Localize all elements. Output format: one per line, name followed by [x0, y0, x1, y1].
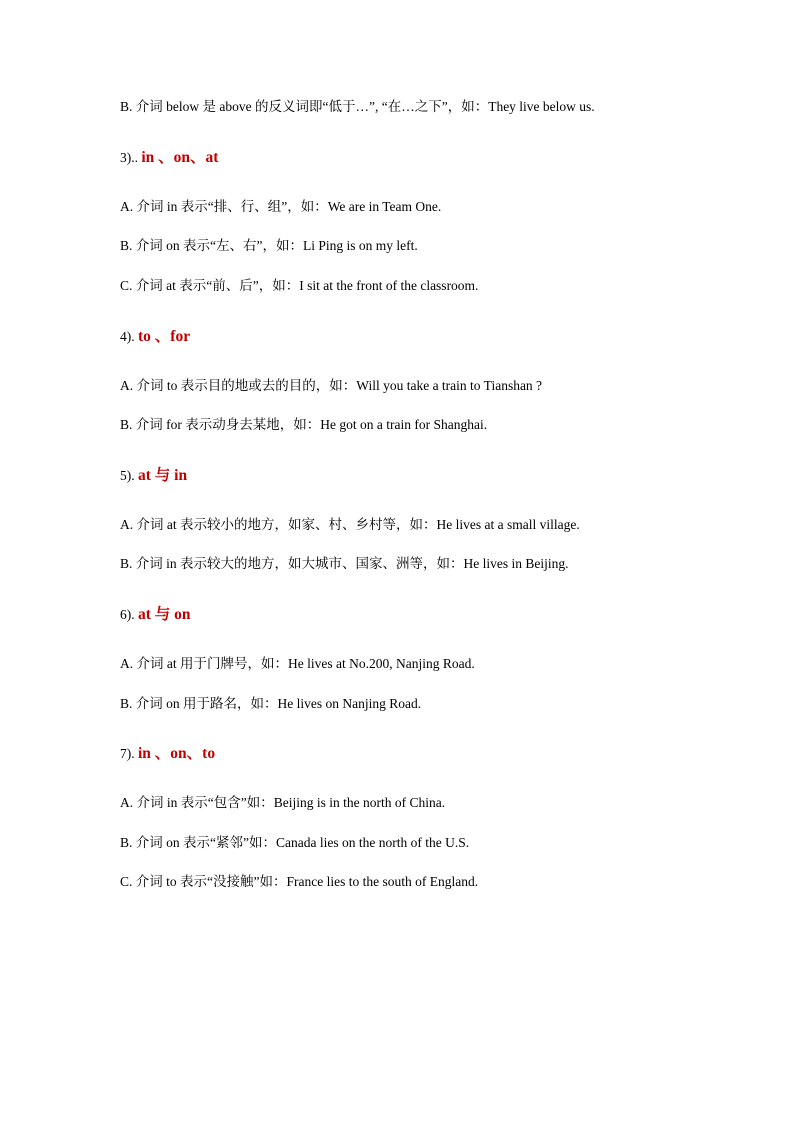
- item-at-front: C. 介词 at 表示“前、后”，如：I sit at the front of the classroom.: [120, 278, 479, 293]
- item-for-departure: B. 介词 for 表示动身去某地，如：He got on a train for Shanghai.: [120, 417, 488, 432]
- heading-at-on: [120, 605, 191, 626]
- heading-keywords: in 、on、at: [141, 149, 219, 166]
- item-at-small-place: A. 介词 at 表示较小的地方，如家、村、乡村等，如：He lives at a small village.: [120, 517, 580, 532]
- heading-at-in: [120, 466, 187, 487]
- heading-number: 5).: [120, 468, 138, 483]
- item-on-left: B. 介词 on 表示“左、右”，如：Li Ping is on my left.: [120, 238, 418, 253]
- heading-number: 7).: [120, 746, 138, 761]
- item-in-large-place: B. 介词 in 表示较大的地方，如大城市、国家、洲等，如：He lives in Beijing.: [120, 556, 569, 571]
- heading-number: 4).: [120, 329, 138, 344]
- item-on-road-name: B. 介词 on 用于路名，如：He lives on Nanjing Road.: [120, 696, 422, 711]
- heading-keywords: at 与 on: [138, 606, 191, 623]
- heading-in-on-to: [120, 744, 215, 765]
- item-on-adjacent: B. 介词 on 表示“紧邻”如：Canada lies on the north of the U.S.: [120, 835, 470, 850]
- item-at-house-number: A. 介词 at 用于门牌号，如：He lives at No.200, Nanjing Road.: [120, 656, 475, 671]
- item-in-contain: A. 介词 in 表示“包含”如：Beijing is in the north of China.: [120, 795, 446, 810]
- item-below: B. 介词 below 是 above 的反义词即“低于…”, “在…之下”，如：They live below us.: [120, 99, 595, 114]
- item-in-team: A. 介词 in 表示“排、行、组”，如：We are in Team One.: [120, 199, 442, 214]
- heading-to-for: [120, 327, 190, 348]
- heading-keywords: to 、for: [138, 328, 191, 345]
- item-to-destination: A. 介词 to 表示目的地或去的目的，如：Will you take a train to Tianshan ?: [120, 378, 543, 393]
- item-to-no-contact: C. 介词 to 表示“没接触”如：France lies to the south of England.: [120, 874, 479, 889]
- heading-number: 3)..: [120, 150, 142, 165]
- heading-in-on-at: [120, 148, 218, 169]
- heading-keywords: in 、on、to: [138, 745, 216, 762]
- heading-number: 6).: [120, 607, 138, 622]
- heading-keywords: at 与 in: [138, 467, 188, 484]
